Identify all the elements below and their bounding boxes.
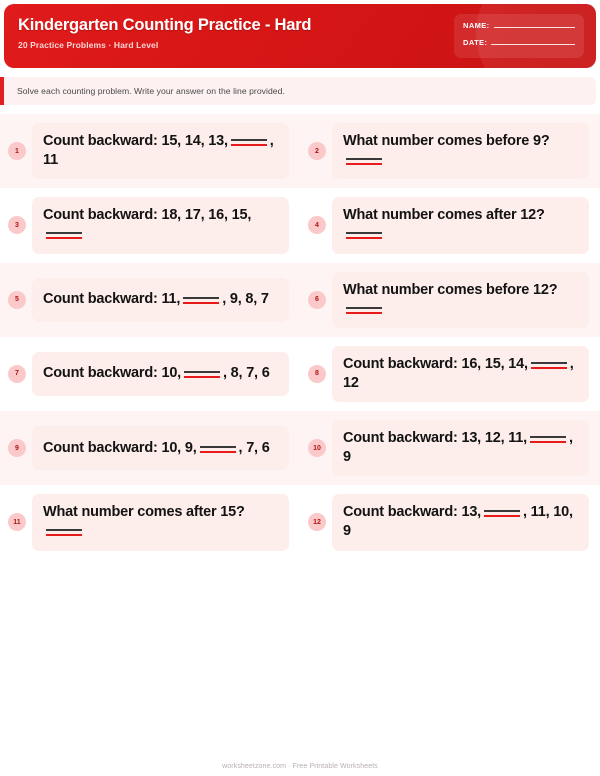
problem-number-badge: 11 bbox=[8, 513, 26, 531]
worksheet-header bbox=[4, 4, 596, 68]
instruction-banner bbox=[0, 77, 596, 105]
problem-row bbox=[0, 263, 600, 337]
problem-text-before-blank: Count backward: 10, 9, bbox=[43, 439, 197, 456]
problem-card bbox=[332, 123, 589, 179]
problem-cell bbox=[0, 188, 300, 262]
problem-text bbox=[43, 364, 270, 383]
problem-number-badge: 7 bbox=[8, 365, 26, 383]
problem-number-badge: 9 bbox=[8, 439, 26, 457]
problem-text bbox=[43, 206, 278, 244]
answer-blank-line[interactable] bbox=[531, 362, 567, 369]
problem-card bbox=[332, 272, 589, 328]
name-field-row[interactable] bbox=[463, 21, 575, 30]
problem-grid bbox=[0, 114, 600, 560]
answer-blank-line[interactable] bbox=[46, 529, 82, 536]
problem-text-after-blank: , 11 bbox=[43, 133, 274, 169]
problem-text-before-blank: Count backward: 11, bbox=[43, 291, 181, 308]
answer-blank-line[interactable] bbox=[346, 232, 382, 239]
problem-text bbox=[343, 132, 578, 170]
date-write-line[interactable] bbox=[491, 44, 575, 45]
problem-card bbox=[332, 494, 589, 550]
page-title: Kindergarten Counting Practice - Hard bbox=[18, 16, 312, 34]
problem-text bbox=[343, 503, 578, 541]
answer-blank-line[interactable] bbox=[200, 446, 236, 453]
problem-card bbox=[332, 346, 589, 402]
answer-blank-line[interactable] bbox=[484, 510, 520, 517]
problem-row bbox=[0, 188, 600, 262]
problem-text bbox=[343, 281, 578, 319]
problem-text bbox=[343, 206, 578, 244]
problem-text-before-blank: Count backward: 13, bbox=[343, 504, 482, 521]
problem-number-badge: 5 bbox=[8, 291, 26, 309]
problem-number-badge: 10 bbox=[308, 439, 326, 457]
problem-text-after-blank: , 11, 10, 9 bbox=[343, 504, 573, 540]
name-label: NAME: bbox=[463, 21, 490, 30]
problem-number-badge: 6 bbox=[308, 291, 326, 309]
problem-cell bbox=[300, 188, 600, 262]
problem-cell bbox=[0, 485, 300, 559]
problem-card bbox=[32, 197, 289, 253]
problem-text-before-blank: What number comes before 9? bbox=[343, 133, 550, 149]
page-subtitle: 20 Practice Problems · Hard Level bbox=[18, 40, 159, 50]
problem-cell bbox=[0, 411, 300, 485]
problem-number-badge: 12 bbox=[308, 513, 326, 531]
problem-cell bbox=[300, 263, 600, 337]
problem-text-before-blank: Count backward: 18, 17, 16, 15, bbox=[43, 207, 252, 224]
answer-blank-line[interactable] bbox=[530, 436, 566, 443]
problem-cell bbox=[300, 485, 600, 559]
problem-text bbox=[43, 439, 270, 458]
problem-cell bbox=[0, 114, 300, 188]
problem-card bbox=[32, 494, 289, 550]
student-info-box bbox=[454, 14, 584, 58]
problem-text bbox=[43, 132, 278, 170]
problem-cell bbox=[0, 337, 300, 411]
problem-text-after-blank: , 7, 6 bbox=[238, 439, 270, 456]
problem-number-badge: 8 bbox=[308, 365, 326, 383]
problem-text-before-blank: Count backward: 16, 15, 14, bbox=[343, 355, 528, 372]
problem-text-before-blank: Count backward: 10, bbox=[43, 365, 182, 382]
problem-number-badge: 1 bbox=[8, 142, 26, 160]
problem-cell bbox=[300, 114, 600, 188]
problem-text bbox=[43, 290, 269, 309]
answer-blank-line[interactable] bbox=[183, 297, 219, 304]
problem-text-before-blank: What number comes after 12? bbox=[343, 207, 545, 224]
answer-blank-line[interactable] bbox=[346, 158, 382, 165]
problem-text-before-blank: What number comes after 15? bbox=[43, 504, 245, 521]
problem-text-after-blank: , 12 bbox=[343, 355, 574, 391]
problem-text-after-blank: , 9, 8, 7 bbox=[222, 291, 269, 308]
date-field-row[interactable] bbox=[463, 38, 575, 47]
problem-text bbox=[343, 429, 578, 467]
date-label: DATE: bbox=[463, 38, 488, 47]
problem-text-before-blank: Count backward: 13, 12, 11, bbox=[343, 430, 527, 446]
problem-number-badge: 3 bbox=[8, 216, 26, 234]
problem-row bbox=[0, 114, 600, 188]
problem-row bbox=[0, 337, 600, 411]
instruction-text: Solve each counting problem. Write your answer on the line provided. bbox=[17, 86, 285, 96]
problem-row bbox=[0, 411, 600, 485]
problem-text bbox=[43, 503, 278, 541]
answer-blank-line[interactable] bbox=[231, 139, 267, 146]
problem-cell bbox=[300, 411, 600, 485]
problem-row bbox=[0, 485, 600, 559]
problem-card bbox=[32, 352, 289, 396]
problem-number-badge: 2 bbox=[308, 142, 326, 160]
answer-blank-line[interactable] bbox=[184, 371, 220, 378]
problem-text-before-blank: What number comes before 12? bbox=[343, 281, 558, 298]
problem-card bbox=[332, 420, 589, 476]
footer-watermark: worksheetzone.com · Free Printable Worksheets bbox=[222, 763, 378, 770]
problem-text bbox=[343, 355, 578, 393]
problem-cell bbox=[300, 337, 600, 411]
answer-blank-line[interactable] bbox=[346, 307, 382, 314]
problem-card bbox=[332, 197, 589, 253]
problem-card bbox=[32, 426, 289, 470]
problem-text-after-blank: , 8, 7, 6 bbox=[223, 365, 270, 382]
problem-card bbox=[32, 123, 289, 179]
problem-cell bbox=[0, 263, 300, 337]
problem-number-badge: 4 bbox=[308, 216, 326, 234]
problem-card bbox=[32, 278, 289, 322]
answer-blank-line[interactable] bbox=[46, 232, 82, 239]
problem-text-after-blank: , 9 bbox=[343, 430, 573, 466]
problem-text-before-blank: Count backward: 15, 14, 13, bbox=[43, 133, 228, 149]
name-write-line[interactable] bbox=[494, 27, 575, 28]
